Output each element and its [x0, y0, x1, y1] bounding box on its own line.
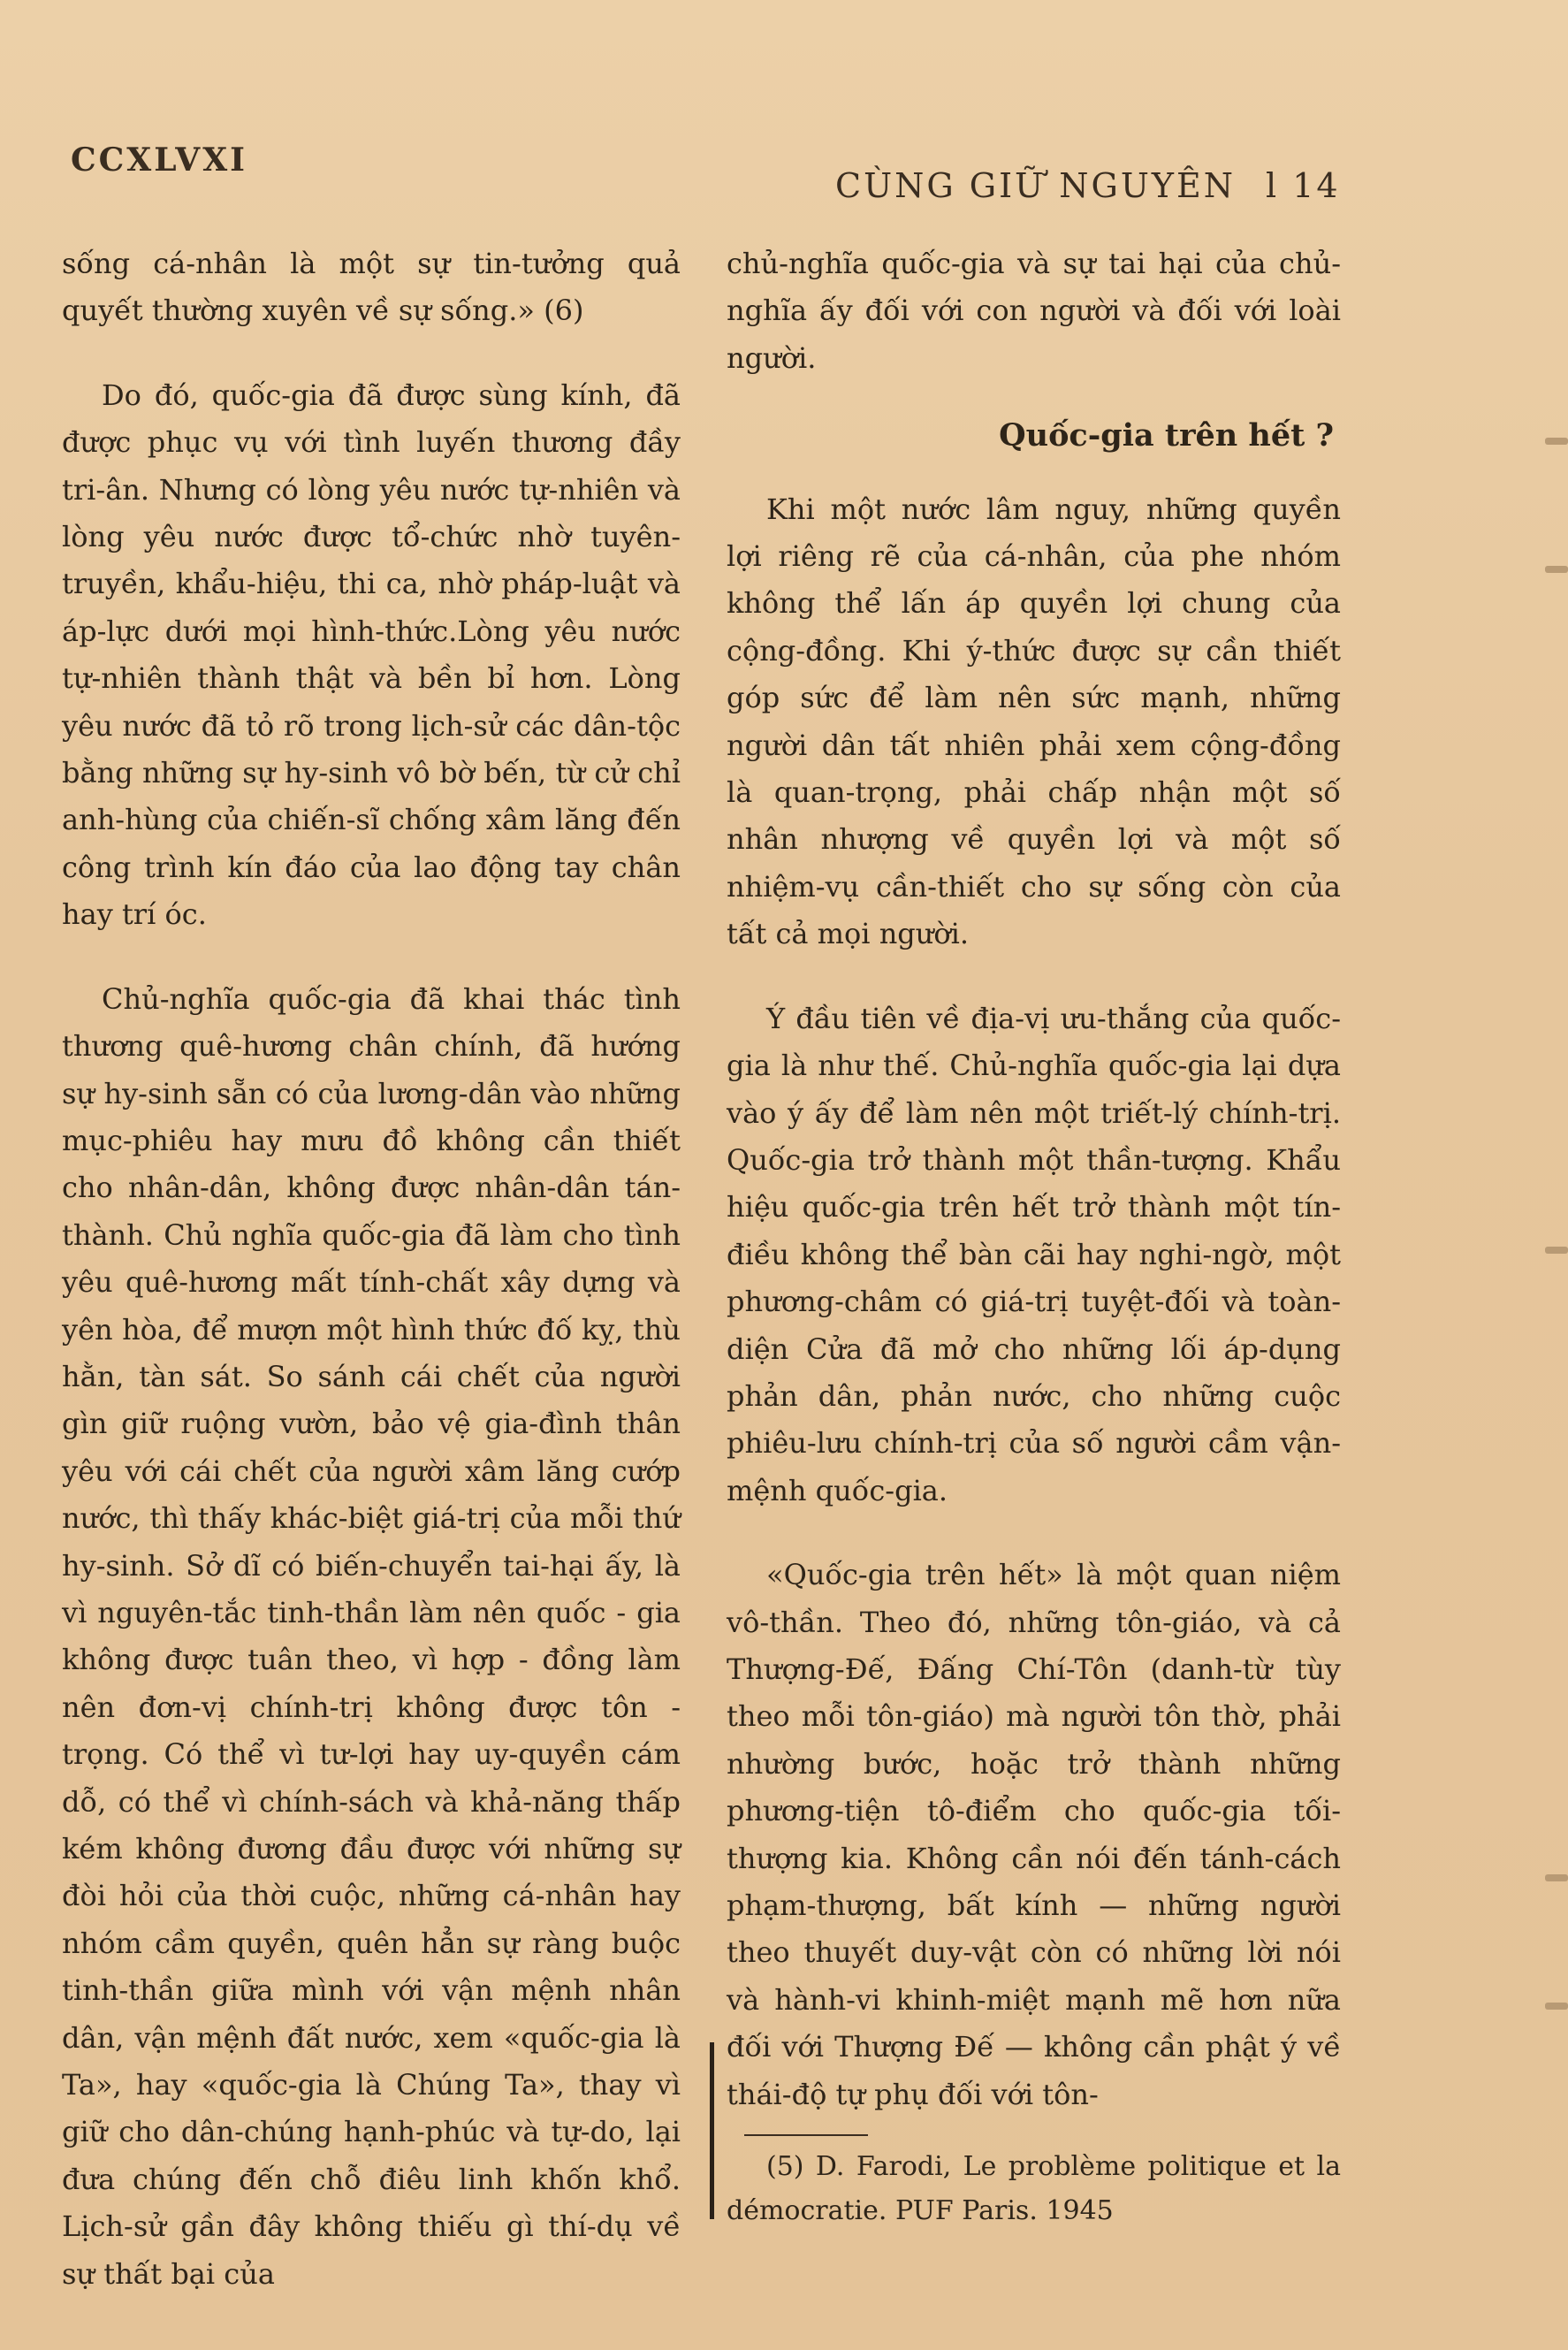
page-edge-mark [1545, 566, 1568, 573]
left-column [62, 240, 681, 2298]
page-edge-mark [1545, 1874, 1568, 1881]
paragraph: Ý đầu tiên về địa-vị ưu-thắng của quốc-gia là như thế. Chủ-nghĩa quốc-gia lại dựa vào ý ấy để làm nên một triết-lý chính-trị. Quốc-gia trở thành một thần-tượng. Khẩu hiệu quốc-gia trên hết trở thành một tín-điều không thể bàn cãi hay nghi-ngờ, một phương-châm có giá-trị tuyệt-đối và toàn-diện Cửa đã mở cho những lối áp-dụng phản dân, phản nước, cho những cuộc phiêu-lưu chính-trị của số người cầm vận-mệnh quốc-gia. [727, 1001, 1341, 1507]
column-divider [710, 2042, 714, 2219]
page-number: l 14 [1265, 166, 1341, 205]
paragraph: «Quốc-gia trên hết» là một quan niệm vô-thần. Theo đó, những tôn-giáo, và cả Thượng-Đế, Đấng Chí-Tôn (danh-từ tùy theo mỗi tôn-giáo) mà người tôn thờ, phải nhường bước, hoặc trở thành những phương-tiện tô-điểm cho quốc-gia tối-thượng kia. Không cần nói đến tánh-cách phạm-thượng, bất kính — những người theo thuyết duy-vật còn có những lời nói và hành-vi khinh-miệt mạnh mẽ hơn nữa đối với Thượng Đế — không cần phật ý về thái-độ tự phụ đối với tôn- [727, 1558, 1341, 2111]
right-column [727, 240, 1341, 2233]
footnote-rule [744, 2134, 868, 2136]
paragraph: sống cá-nhân là một sự tin-tưởng quả quyết thường xuyên về sự sống.» (6) [62, 247, 681, 328]
paragraph: Khi một nước lâm nguy, những quyền lợi riêng rẽ của cá-nhân, của phe nhóm không thể lấn áp quyền lợi chung của cộng-đồng. Khi ý-thức được sự cần thiết góp sức để làm nên sức mạnh, những người dân tất nhiên phải xem cộng-đồng là quan-trọng, phải chấp nhận một số nhân nhượng về quyền lợi và một số nhiệm-vụ cần-thiết cho sự sống còn của tất cả mọi người. [727, 492, 1341, 951]
paragraph: chủ-nghĩa quốc-gia và sự tai hại của chủ-nghĩa ấy đối với con người và đối với loài người. [727, 247, 1341, 375]
running-header-right [835, 166, 1341, 205]
page-edge-mark [1545, 2003, 1568, 2010]
page-edge-mark [1545, 438, 1568, 445]
chapter-title: CÙNG GIỮ NGUYÊN [835, 166, 1236, 205]
paragraph: Chủ-nghĩa quốc-gia đã khai thác tình thương quê-hương chân chính, đã hướng sự hy-sinh sẵn có của lương-dân vào những mục-phiêu hay mưu đồ không cần thiết cho nhân-dân, không được nhân-dân tán-thành. Chủ nghĩa quốc-gia đã làm cho tình yêu quê-hương mất tính-chất xây dựng và yên hòa, để mượn một hình thức đố kỵ, thù hằn, tàn sát. So sánh cái chết của người gìn giữ ruộng vườn, bảo vệ gia-đình thân yêu với cái chết của người xâm lăng cướp nước, thì thấy khác-biệt giá-trị của mỗi thứ hy-sinh. Sở dĩ có biến-chuyển tai-hại ấy, là vì nguyên-tắc tinh-thần làm nên quốc - gia không được tuân theo, vì hợp - đồng làm nên đơn-vị chính-trị không được tôn - trọng. Có thể vì tư-lợi hay uy-quyền cám dỗ, có thể vì chính-sách và khả-năng thấp kém không đương đầu được với những sự đòi hỏi của thời cuộc, những cá-nhân hay nhóm cầm quyền, quên hẳn sự ràng buộc tinh-thần giữa mình với vận mệnh nhân dân, vận mệnh đất nước, xem «quốc-gia là Ta», hay «quốc-gia là Chúng Ta», thay vì giữ cho dân-chúng hạnh-phúc và tự-do, lại đưa chúng đến chỗ điêu linh khốn khổ. Lịch-sử gần đây không thiếu gì thí-dụ về sự thất bại của [62, 981, 681, 2291]
running-header-left: CCXLVXI [71, 141, 247, 179]
footnote: (5) D. Farodi, Le problème politique et la démocratie. PUF Paris. 1945 [727, 2151, 1341, 2227]
section-heading: Quốc-gia trên hết ? [999, 417, 1334, 454]
paragraph: Do đó, quốc-gia đã được sùng kính, đã được phục vụ với tình luyến thương đầy tri-ân. Nhưng có lòng yêu nước tự-nhiên và lòng yêu nước được tổ-chức nhờ tuyên-truyền, khẩu-hiệu, thi ca, nhờ pháp-luật và áp-lực dưới mọi hình-thức.Lòng yêu nước tự-nhiên thành thật và bền bỉ hơn. Lòng yêu nước đã tỏ rõ trong lịch-sử các dân-tộc bằng những sự hy-sinh vô bờ bến, từ cử chỉ anh-hùng của chiến-sĩ chống xâm lăng đến công trình kín đáo của lao động tay chân hay trí óc. [62, 378, 681, 932]
page-edge-mark [1545, 1247, 1568, 1254]
